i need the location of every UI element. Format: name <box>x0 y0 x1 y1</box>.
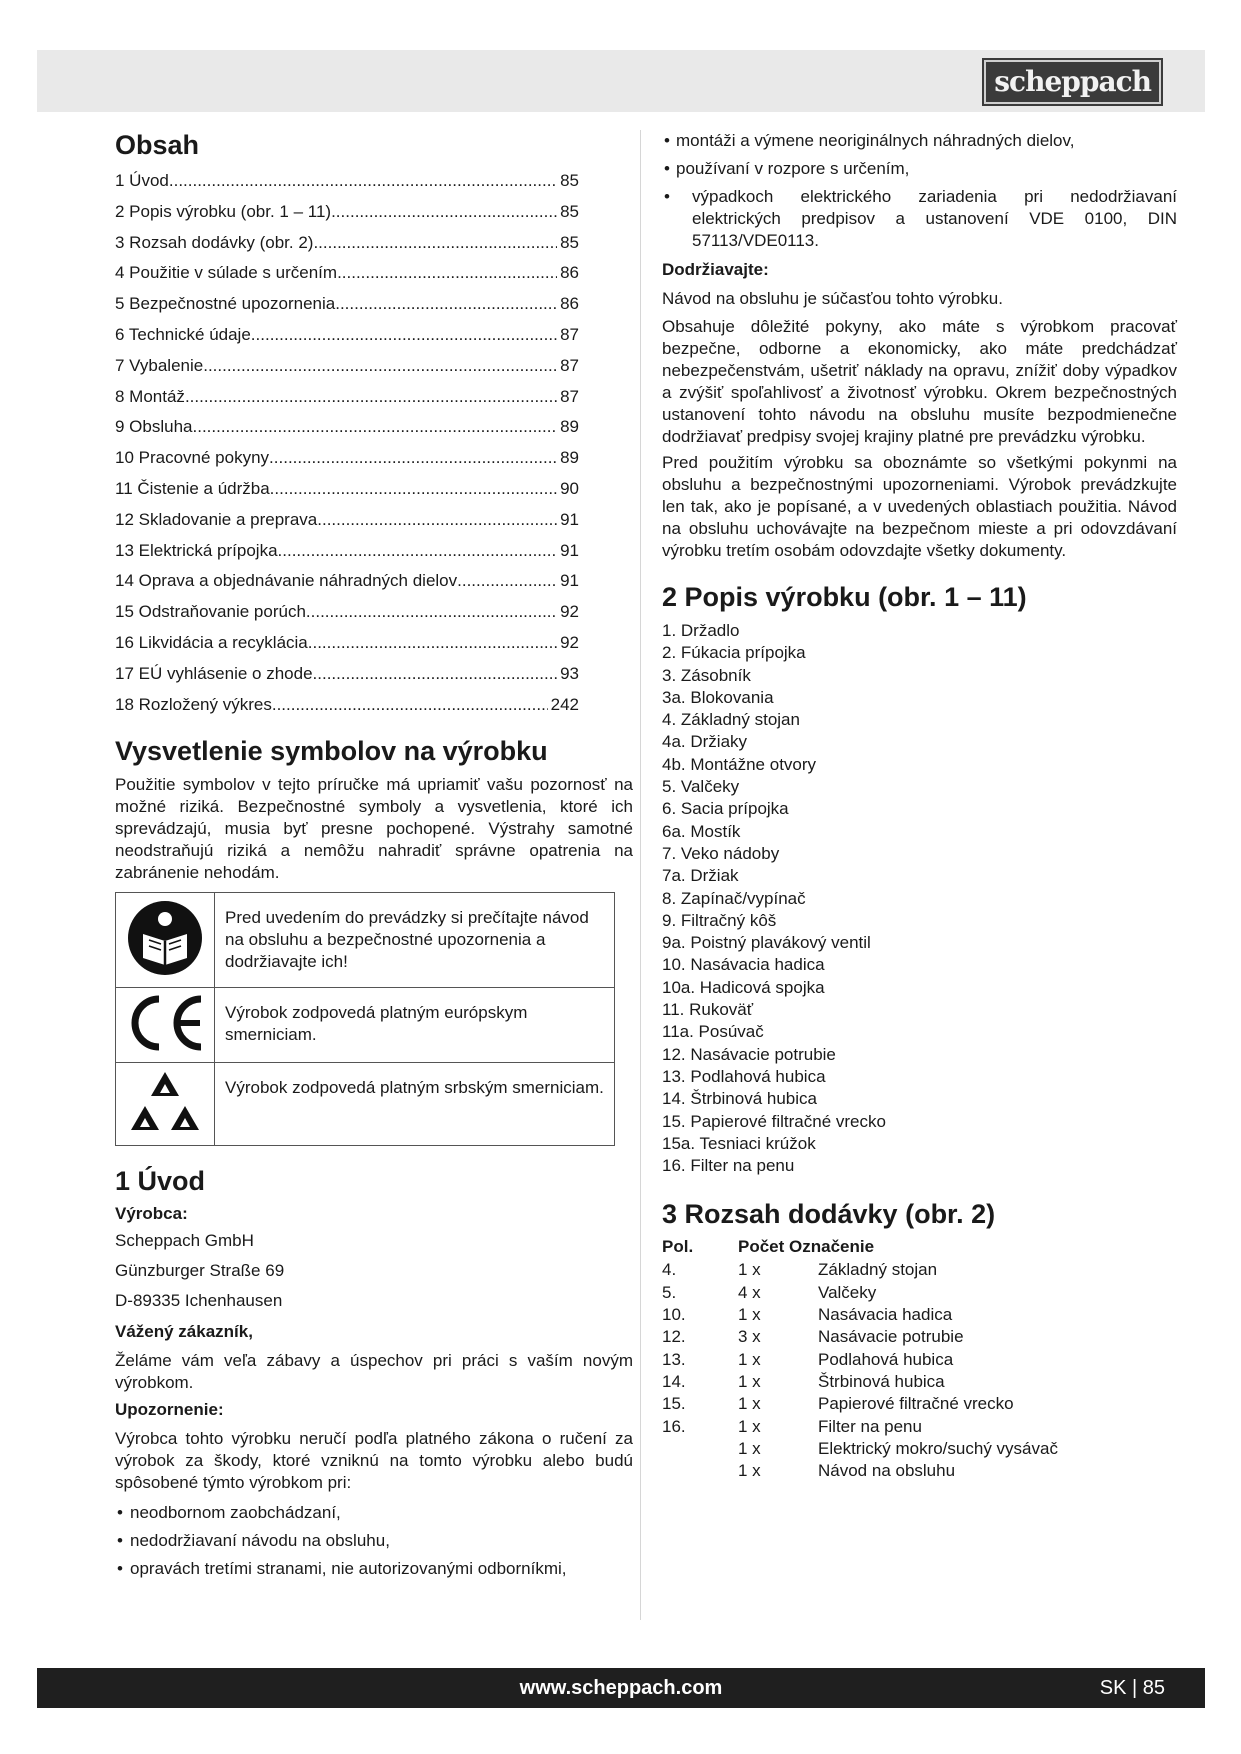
symbol-description: Pred uvedením do prevádzky si prečítajte návod na obsluhu a bezpečnostné upozornenia a dodržiavajte ich! <box>215 893 615 988</box>
toc-entry[interactable] <box>115 289 579 320</box>
toc-leader-dots <box>169 166 557 197</box>
part-item: 7a. Držiak <box>662 866 739 886</box>
scope-pos: 16. <box>662 1416 686 1436</box>
wish-text: Želáme vám veľa zábavy a úspechov pri práci s vaším novým výrobkom. <box>115 1351 633 1393</box>
toc-entry-title: 2 Popis výrobku (obr. 1 – 11) <box>115 201 332 221</box>
symbol-description: Výrobok zodpovedá platným európskym smerniciam. <box>215 988 615 1063</box>
part-item: 16. Filter na penu <box>662 1156 795 1176</box>
toc-entry[interactable] <box>115 351 579 382</box>
part-item: 2. Fúkacia prípojka <box>662 643 806 663</box>
toc-entry[interactable] <box>115 382 579 413</box>
company-street: Günzburger Straße 69 <box>115 1261 285 1281</box>
toc-entry-page: 93 <box>560 663 579 683</box>
scope-desc: Štrbinová hubica <box>818 1371 945 1391</box>
part-item: 12. Nasávacie potrubie <box>662 1044 836 1064</box>
toc-entry-title: 9 Obsluha <box>115 417 193 437</box>
scope-count: 1 x <box>738 1438 761 1458</box>
ce-mark-icon <box>116 988 215 1063</box>
scope-count: 1 x <box>738 1305 761 1325</box>
toc-entry[interactable] <box>115 412 579 443</box>
toc-entry-page: 91 <box>560 540 579 560</box>
toc-leader-dots <box>203 351 557 382</box>
part-item: 11a. Posúvač <box>662 1022 764 1042</box>
toc-entry[interactable] <box>115 536 579 567</box>
scope-header-row <box>662 1235 1058 1259</box>
part-item: 13. Podlahová hubica <box>662 1066 826 1086</box>
left-column <box>115 128 633 1580</box>
scope-count: 4 x <box>738 1282 761 1302</box>
liability-list-left <box>115 1502 633 1580</box>
toc-entry[interactable] <box>115 320 579 351</box>
toc-title: Obsah <box>115 130 200 160</box>
toc-entry-page: 86 <box>560 263 579 283</box>
toc-leader-dots <box>272 690 548 721</box>
scope-table-body <box>662 1259 1058 1482</box>
toc-entry-page: 89 <box>560 417 579 437</box>
dear-customer-label: Vážený zákazník, <box>115 1322 253 1342</box>
toc-entry[interactable] <box>115 690 579 721</box>
manufacturer-label: Výrobca: <box>115 1204 188 1224</box>
toc-leader-dots <box>278 536 558 567</box>
toc-leader-dots <box>193 412 558 443</box>
toc-entry[interactable] <box>115 628 579 659</box>
scope-pos: 14. <box>662 1371 686 1391</box>
toc-entry-page: 85 <box>560 171 579 190</box>
scope-row <box>662 1460 1058 1482</box>
toc-entry[interactable] <box>115 566 579 597</box>
scope-desc: Podlahová hubica <box>818 1349 954 1369</box>
toc-leader-dots <box>270 474 557 505</box>
toc-leader-dots <box>313 659 558 690</box>
table-of-contents <box>115 166 579 720</box>
toc-leader-dots <box>306 597 557 628</box>
scope-pos: 12. <box>662 1327 686 1347</box>
toc-leader-dots <box>185 382 557 413</box>
toc-leader-dots <box>335 289 557 320</box>
toc-entry-page: 85 <box>560 232 579 252</box>
scope-pos: 10. <box>662 1305 686 1325</box>
scope-title: 3 Rozsah dodávky (obr. 2) <box>662 1199 996 1230</box>
toc-leader-dots <box>308 628 557 659</box>
toc-leader-dots <box>251 320 557 351</box>
part-item: 4. Základný stojan <box>662 710 800 730</box>
scope-header-count: Počet <box>738 1237 785 1257</box>
observe-label: Dodržiavajte: <box>662 260 769 279</box>
symbols-title: Vysvetlenie symbolov na výrobku <box>115 736 548 767</box>
toc-entry-page: 87 <box>560 386 579 406</box>
observe-paragraph-2: Obsahuje dôležité pokyny, ako máte s výrobkom pracovať bezpečne, odborne a ekonomicky, ako máte predchádzať nebezpečenstvám, ušetriť náklady na opravu, znížiť doby výpadkov a zvýšiť spoľahlivosť a životnosť výrobku. Okrem bezpečnostných ustanovení tohto návodu na obsluhu musíte bezpodmienečne dodržiavať predpisy svojej krajiny platné pre prevádzku výrobku. <box>662 317 1177 446</box>
toc-entry-page: 242 <box>550 694 579 714</box>
scope-row <box>662 1393 1058 1415</box>
scope-row <box>662 1416 1058 1438</box>
observe-paragraph-3: Pred použitím výrobku sa oboznámte so všetkými pokynmi na obsluhu a bezpečnostnými upozorneniami. Výrobok prevádzkujte len tak, ako je popísané, a v uvedených oblastiach použitia. Návod na obsluhu uchovávajte na bezpečnom mieste a pri odovzdávaní výrobku tretím osobám odovzdajte všetky dokumenty. <box>662 453 1177 560</box>
scope-row <box>662 1371 1058 1393</box>
scope-row <box>662 1438 1058 1460</box>
scope-count: 1 x <box>738 1349 761 1369</box>
toc-leader-dots <box>269 443 557 474</box>
part-item: 11. Rukoväť <box>662 1000 754 1020</box>
scope-row <box>662 1282 1058 1304</box>
part-item: 4b. Montážne otvory <box>662 754 817 774</box>
toc-entry-title: 18 Rozložený výkres <box>115 694 272 714</box>
scope-pos: 13. <box>662 1349 686 1369</box>
toc-entry[interactable] <box>115 258 579 289</box>
scope-desc: Nasávacie potrubie <box>818 1327 964 1347</box>
toc-leader-dots <box>457 566 557 597</box>
scope-row <box>662 1304 1058 1326</box>
toc-entry[interactable] <box>115 228 579 259</box>
scope-count: 1 x <box>738 1260 761 1280</box>
part-item: 5. Valčeky <box>662 777 740 797</box>
part-item: 9a. Poistný plavákový ventil <box>662 933 871 953</box>
toc-entry[interactable] <box>115 443 579 474</box>
toc-entry-page: 92 <box>560 632 579 652</box>
scope-desc: Valčeky <box>818 1282 877 1302</box>
part-item: 4a. Držiaky <box>662 732 748 752</box>
liability-list-right <box>662 130 1177 252</box>
list-item: • výpadkoch elektrického zariadenia pri nedodržiavaní elektrických predpisov a ustanovení VDE 0100, DIN 57113/VDE0113. <box>662 186 1177 252</box>
toc-entry-title: 10 Pracovné pokyny <box>115 448 270 468</box>
part-item: 8. Zapínač/vypínač <box>662 888 806 908</box>
symbols-intro: Použitie symbolov v tejto príručke má upriamiť vašu pozornosť na možné riziká. Bezpečnostné symboly a vysvetlenia, ktoré ich sprevádzajú, musia byť presne pochopené. Výstrahy samotné neodstraňujú riziká a nemôžu nahradiť správne opatrenia na zabránenie nehodám. <box>115 775 633 883</box>
read-manual-icon <box>116 893 215 988</box>
part-item: 10. Nasávacia hadica <box>662 955 825 975</box>
part-item: 3a. Blokovania <box>662 687 774 707</box>
symbol-row <box>116 1063 615 1146</box>
toc-entry-title: 7 Vybalenie <box>115 355 204 375</box>
toc-entry-title: 17 EÚ vyhlásenie o zhode <box>115 663 313 683</box>
scope-pos: 5. <box>662 1282 677 1302</box>
toc-entry[interactable] <box>115 659 579 690</box>
scope-pos: 15. <box>662 1394 686 1414</box>
scope-pos <box>662 1438 738 1460</box>
symbol-description: Výrobok zodpovedá platným srbským smerniciam. <box>215 1063 615 1146</box>
part-item: 1. Držadlo <box>662 621 740 640</box>
scope-header-desc: Označenie <box>789 1237 875 1257</box>
company-city: D-89335 Ichenhausen <box>115 1291 283 1311</box>
footer-page-number: SK | 85 <box>1099 1677 1165 1699</box>
footer-url[interactable]: www.scheppach.com <box>519 1677 723 1699</box>
toc-entry-page: 91 <box>560 509 579 529</box>
toc-entry-title: 14 Oprava a objednávanie náhradných dielov <box>115 571 458 591</box>
toc-entry-title: 8 Montáž <box>115 386 185 406</box>
serbian-conformity-icon <box>116 1063 215 1146</box>
part-item: 15a. Tesniaci krúžok <box>662 1133 816 1153</box>
toc-entry-page: 92 <box>560 602 579 622</box>
toc-entry-title: 5 Bezpečnostné upozornenia <box>115 294 336 314</box>
toc-leader-dots <box>317 505 557 536</box>
toc-leader-dots <box>313 228 557 259</box>
toc-entry-page: 89 <box>560 448 579 468</box>
scope-count: 1 x <box>738 1371 761 1391</box>
list-item: • montáži a výmene neoriginálnych náhradných dielov, <box>662 130 1177 152</box>
toc-entry-page: 85 <box>560 201 579 221</box>
scope-pos <box>662 1460 738 1482</box>
toc-entry-title: 11 Čistenie a údržba <box>115 478 270 498</box>
toc-entry[interactable] <box>115 197 579 228</box>
toc-entry[interactable] <box>115 474 579 505</box>
part-item: 10a. Hadicová spojka <box>662 977 825 997</box>
toc-leader-dots <box>331 197 557 228</box>
parts-list <box>662 620 1177 1177</box>
toc-entry-page: 87 <box>560 355 579 375</box>
toc-entry-title: 15 Odstraňovanie porúch <box>115 602 306 622</box>
scope-count: 1 x <box>738 1416 761 1436</box>
company-name: Scheppach GmbH <box>115 1231 254 1251</box>
part-item: 3. Zásobník <box>662 665 751 685</box>
scope-count: 1 x <box>738 1461 761 1481</box>
list-item: • nedodržiavaní návodu na obsluhu, <box>115 1530 633 1552</box>
part-item: 6. Sacia prípojka <box>662 799 789 819</box>
scope-desc: Elektrický mokro/suchý vysávač <box>818 1438 1058 1458</box>
toc-entry[interactable] <box>115 597 579 628</box>
toc-entry-title: 12 Skladovanie a preprava <box>115 509 318 529</box>
scope-header-pos: Pol. <box>662 1237 694 1257</box>
scope-desc: Nasávacia hadica <box>818 1305 953 1325</box>
toc-entry-page: 91 <box>560 571 579 591</box>
list-item: • neodbornom zaobchádzaní, <box>115 1502 633 1524</box>
scope-desc: Návod na obsluhu <box>818 1461 956 1481</box>
toc-entry-title: 16 Likvidácia a recyklácia <box>115 632 308 652</box>
part-item: 6a. Mostík <box>662 821 741 841</box>
toc-entry-title: 4 Použitie v súlade s určením <box>115 263 338 283</box>
scheppach-logo: scheppach <box>984 60 1161 104</box>
right-column <box>662 130 1177 1482</box>
toc-entry[interactable] <box>115 166 579 197</box>
scope-row <box>662 1349 1058 1371</box>
list-item: • používaní v rozpore s určením, <box>662 158 1177 180</box>
description-title: 2 Popis výrobku (obr. 1 – 11) <box>662 582 1027 612</box>
scope-desc: Filter na penu <box>818 1416 922 1436</box>
scope-desc: Papierové filtračné vrecko <box>818 1394 1014 1414</box>
notice-label: Upozornenie: <box>115 1400 224 1420</box>
observe-paragraph-1: Návod na obsluhu je súčasťou tohto výrobku. <box>662 289 1003 308</box>
part-item: 7. Veko nádoby <box>662 843 780 863</box>
toc-entry[interactable] <box>115 505 579 536</box>
part-item: 9. Filtračný kôš <box>662 910 777 930</box>
scope-count: 3 x <box>738 1327 761 1347</box>
toc-entry-title: 1 Úvod <box>115 171 169 190</box>
scope-header-count-desc <box>738 1235 1058 1259</box>
symbol-row <box>116 988 615 1063</box>
list-item: • opravách tretími stranami, nie autorizovanými odborníkmi, <box>115 1558 633 1580</box>
toc-leader-dots <box>337 258 557 289</box>
scope-desc: Základný stojan <box>818 1260 938 1280</box>
footer-band <box>37 1668 1205 1708</box>
toc-entry-title: 6 Technické údaje <box>115 324 251 344</box>
column-divider <box>640 130 641 1620</box>
toc-entry-page: 87 <box>560 324 579 344</box>
part-item: 15. Papierové filtračné vrecko <box>662 1111 886 1131</box>
notice-text: Výrobca tohto výrobku neručí podľa platného zákona o ručení za výrobok za škody, ktoré vzniknú na tomto výrobku alebo budú spôsobené týmto výrobkom pri: <box>115 1429 633 1493</box>
scope-row <box>662 1259 1058 1281</box>
toc-entry-page: 86 <box>560 294 579 314</box>
scope-count: 1 x <box>738 1394 761 1414</box>
toc-entry-title: 13 Elektrická prípojka <box>115 540 278 560</box>
header-band <box>37 50 1205 112</box>
symbols-table <box>115 892 615 1146</box>
toc-entry-page: 90 <box>560 478 579 498</box>
symbol-row <box>116 893 615 988</box>
intro-title: 1 Úvod <box>115 1166 206 1197</box>
scope-table <box>662 1235 1058 1482</box>
scope-row <box>662 1326 1058 1348</box>
part-item: 14. Štrbinová hubica <box>662 1089 817 1109</box>
scope-pos: 4. <box>662 1260 677 1280</box>
toc-entry-title: 3 Rozsah dodávky (obr. 2) <box>115 232 314 252</box>
